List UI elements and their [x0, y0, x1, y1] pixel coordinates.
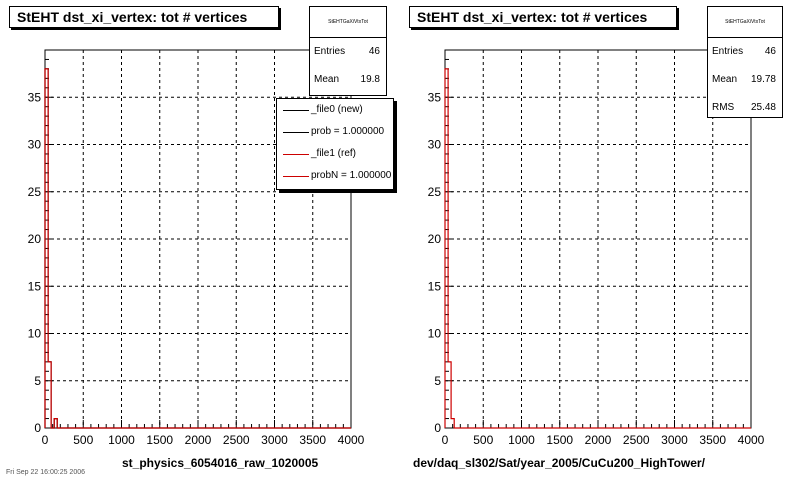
stats-row-mean: [310, 66, 386, 94]
y-tick-label: 10: [427, 326, 441, 341]
stats-row-entries: [708, 38, 782, 66]
y-tick-label: 25: [27, 184, 41, 199]
x-tick-label: 2000: [184, 433, 212, 447]
stats-row-rms: [708, 94, 782, 122]
x-axis-title: dev/daq_sl302/Sat/year_2005/CuCu200_HighTower/: [413, 456, 705, 470]
x-tick-label: 3500: [299, 433, 327, 447]
histogram-panel-right: [400, 0, 800, 480]
legend-box: [276, 98, 394, 190]
legend-line-probn: [283, 176, 309, 177]
stats-title: StEHTGaXiVtxTot: [708, 7, 782, 38]
x-tick-label: 0: [41, 433, 49, 447]
x-tick-label: 4000: [737, 433, 765, 447]
stats-value: 19.78: [750, 74, 776, 85]
legend-line-ref: [283, 154, 309, 155]
stats-label: Entries: [712, 46, 744, 57]
stats-box: [309, 6, 387, 96]
x-tick-label: 3000: [261, 433, 288, 447]
legend-label: prob = 1.000000: [311, 126, 385, 137]
x-tick-label: 3500: [699, 433, 727, 447]
histogram-title: StEHT dst_xi_vertex: tot # vertices: [409, 6, 677, 28]
x-tick-label: 3000: [661, 433, 688, 447]
x-tick-label: 1000: [508, 433, 535, 447]
stats-label: Mean: [314, 74, 340, 85]
x-tick-label: 0: [441, 433, 449, 447]
y-tick-label: 15: [427, 279, 441, 294]
stats-row-entries: [310, 38, 386, 66]
legend-entry: [277, 165, 393, 187]
x-tick-label: 2000: [584, 433, 612, 447]
x-tick-label: 1000: [108, 433, 135, 447]
x-tick-label: 2500: [222, 433, 250, 447]
y-tick-label: 30: [27, 137, 41, 152]
stats-value: 19.8: [360, 74, 380, 85]
stats-value: 46: [368, 46, 380, 57]
y-tick-label: 5: [434, 373, 441, 388]
legend-line-new: [283, 110, 309, 111]
stats-label: Entries: [314, 46, 346, 57]
x-tick-label: 500: [73, 433, 94, 447]
y-tick-label: 30: [427, 137, 441, 152]
y-tick-label: 35: [427, 90, 441, 105]
stats-value: 46: [764, 46, 776, 57]
y-tick-label: 20: [27, 232, 41, 246]
legend-entry: [277, 143, 393, 165]
y-tick-label: 20: [427, 232, 441, 246]
x-tick-label: 4000: [337, 433, 365, 447]
stats-label: Mean: [712, 74, 738, 85]
y-tick-label: 0: [34, 421, 41, 435]
y-tick-label: 10: [27, 326, 41, 341]
stats-row-mean: [708, 66, 782, 94]
stats-label: RMS: [712, 102, 735, 113]
x-tick-label: 1500: [546, 433, 574, 447]
y-tick-label: 35: [27, 90, 41, 105]
y-tick-label: 25: [427, 184, 441, 199]
stats-box: [707, 6, 783, 118]
legend-label: _file0 (new): [311, 104, 363, 115]
footer-timestamp: Fri Sep 22 16:00:25 2006: [6, 469, 86, 476]
x-tick-label: 500: [473, 433, 494, 447]
legend-entry: [277, 99, 393, 121]
y-tick-label: 5: [34, 373, 41, 388]
legend-label: _file1 (ref): [311, 148, 357, 159]
stats-value: 25.48: [750, 102, 776, 113]
legend-label: probN = 1.000000: [311, 170, 392, 181]
x-axis-title: st_physics_6054016_raw_1020005: [122, 456, 319, 470]
legend-entry: [277, 121, 393, 143]
stats-title: StEHTGaXiVtxTot: [310, 7, 386, 38]
y-tick-label: 15: [27, 279, 41, 294]
x-tick-label: 1500: [146, 433, 174, 447]
x-tick-label: 2500: [622, 433, 650, 447]
y-tick-label: 0: [434, 421, 441, 435]
legend-line-prob: [283, 132, 309, 133]
histogram-title: StEHT dst_xi_vertex: tot # vertices: [9, 6, 279, 28]
